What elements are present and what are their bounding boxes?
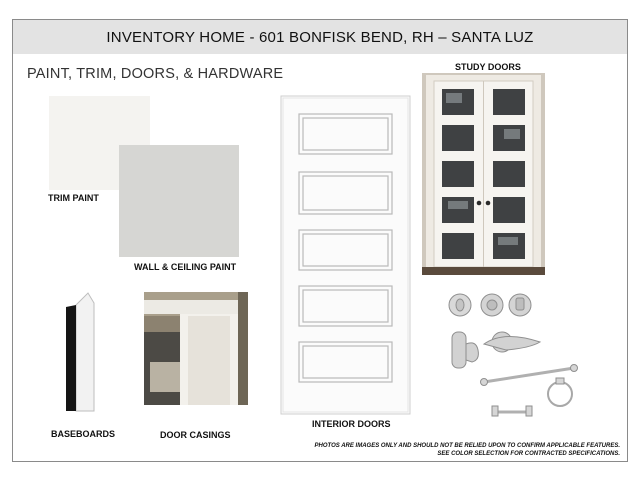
header-bar [13,20,627,54]
door-casing-image [144,292,248,405]
wall-ceiling-paint-swatch [119,145,239,257]
disclaimer-line-1: PHOTOS ARE IMAGES ONLY AND SHOULD NOT BE RELIED UPON TO CONFIRM APPLICABLE FEATURES. [314,443,620,449]
study-doors-label: STUDY DOORS [455,62,521,72]
wall-ceiling-paint-label: WALL & CEILING PAINT [134,262,237,272]
baseboards-label: BASEBOARDS [51,429,116,439]
door-casings-label: DOOR CASINGS [160,430,231,440]
page-title: INVENTORY HOME - 601 BONFISK BEND, RH – SANTA LUZ [106,28,534,46]
interior-door-image [281,96,410,414]
disclaimer-line-2: SEE COLOR SELECTION FOR CONTRACTED SPECIFICATIONS. [437,451,620,457]
study-doors-image [422,73,545,275]
door-hardware-image [444,290,584,370]
section-title: PAINT, TRIM, DOORS, & HARDWARE [27,66,284,82]
baseboard-image [64,291,98,413]
disclaimer [315,442,620,458]
interior-doors-label: INTERIOR DOORS [312,419,391,429]
bath-hardware-image [478,362,582,420]
trim-paint-label: TRIM PAINT [48,193,99,203]
